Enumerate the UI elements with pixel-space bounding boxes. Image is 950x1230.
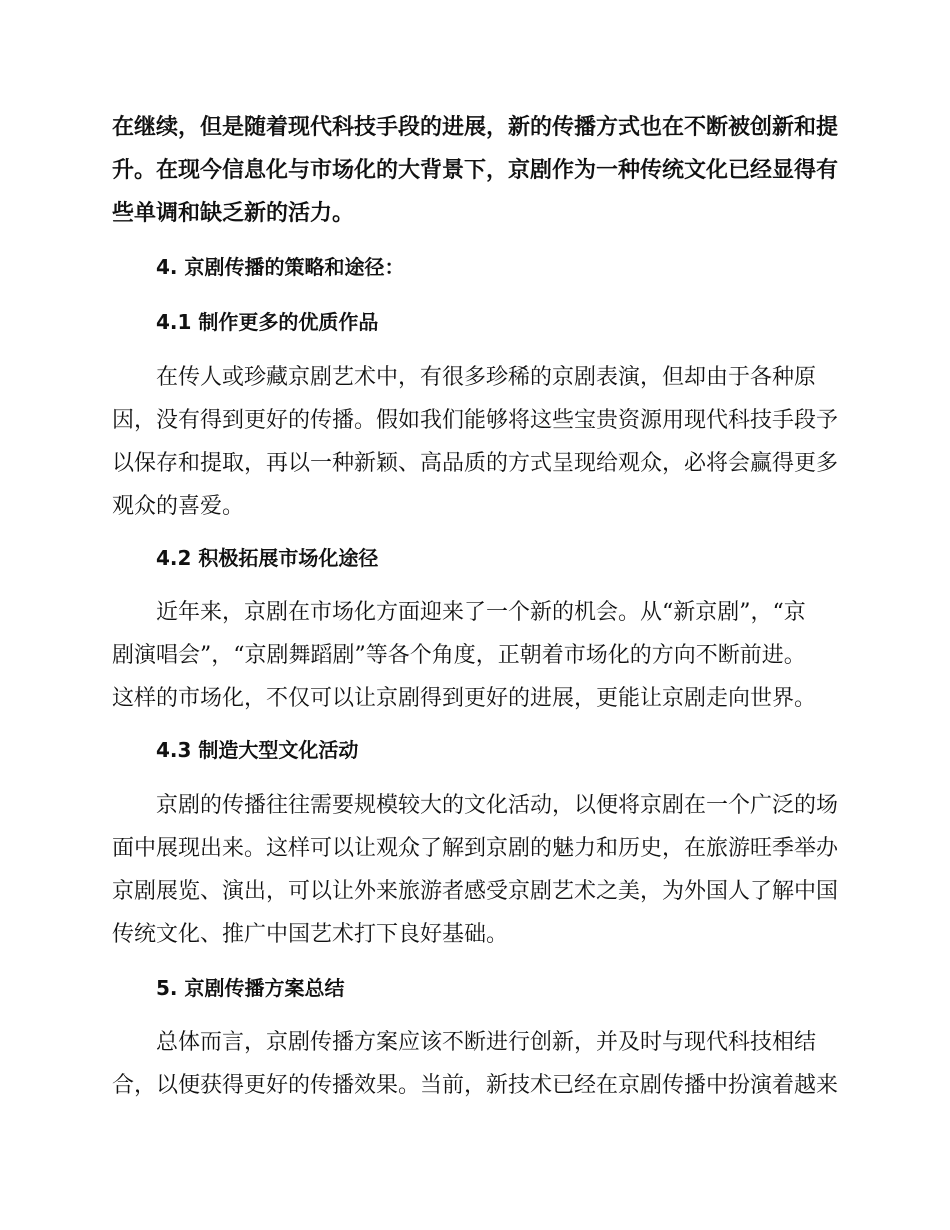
paragraph-line: 面中展现出来。这样可以让观众了解到京剧的魅力和历史，在旅游旺季举办 — [112, 836, 839, 861]
section-5-heading: 5. 京剧传播方案总结 — [156, 976, 345, 1000]
intro-line: 些单调和缺乏新的活力。 — [112, 201, 355, 226]
section-5-paragraph — [112, 1021, 839, 1107]
paragraph-line: 因，没有得到更好的传播。假如我们能够将这些宝贵资源用现代科技手段予 — [112, 408, 839, 433]
paragraph-line: 剧演唱会”，“京剧舞蹈剧”等各个角度，正朝着市场化的方向不断前进。 — [112, 643, 806, 668]
section-4-3-heading: 4.3 制造大型文化活动 — [156, 738, 359, 762]
section-4-1-paragraph — [112, 356, 839, 528]
paragraph-line: 总体而言，京剧传播方案应该不断进行创新，并及时与现代科技相结 — [156, 1030, 817, 1055]
section-4-heading: 4. 京剧传播的策略和途径： — [156, 255, 405, 279]
paragraph-line: 这样的市场化，不仅可以让京剧得到更好的进展，更能让京剧走向世界。 — [112, 686, 817, 711]
paragraph-line: 京剧的传播往往需要规模较大的文化活动，以便将京剧在一个广泛的场 — [156, 793, 839, 818]
paragraph-line: 京剧展览、演出，可以让外来旅游者感受京剧艺术之美，为外国人了解中国 — [112, 879, 839, 904]
section-4-3-paragraph — [112, 784, 839, 956]
section-4-2-heading: 4.2 积极拓展市场化途径 — [156, 546, 379, 570]
paragraph-line: 合，以便获得更好的传播效果。当前，新技术已经在京剧传播中扮演着越来 — [112, 1073, 839, 1098]
section-4-1-heading: 4.1 制作更多的优质作品 — [156, 310, 379, 334]
intro-line: 在继续，但是随着现代科技手段的进展，新的传播方式也在不断被创新和提 — [112, 115, 839, 140]
section-4-2-paragraph — [112, 591, 830, 720]
intro-line: 升。在现今信息化与市场化的大背景下，京剧作为一种传统文化已经显得有 — [112, 158, 839, 183]
paragraph-line: 传统文化、推广中国艺术打下良好基础。 — [112, 922, 509, 947]
paragraph-line: 观众的喜爱。 — [112, 494, 245, 519]
paragraph-line: 近年来，京剧在市场化方面迎来了一个新的机会。从“新京剧”，“京 — [156, 600, 806, 625]
paragraph-line: 以保存和提取，再以一种新颖、高品质的方式呈现给观众，必将会赢得更多 — [112, 451, 839, 476]
intro-paragraph — [112, 106, 839, 235]
paragraph-line: 在传人或珍藏京剧艺术中，有很多珍稀的京剧表演，但却由于各种原 — [156, 365, 817, 390]
